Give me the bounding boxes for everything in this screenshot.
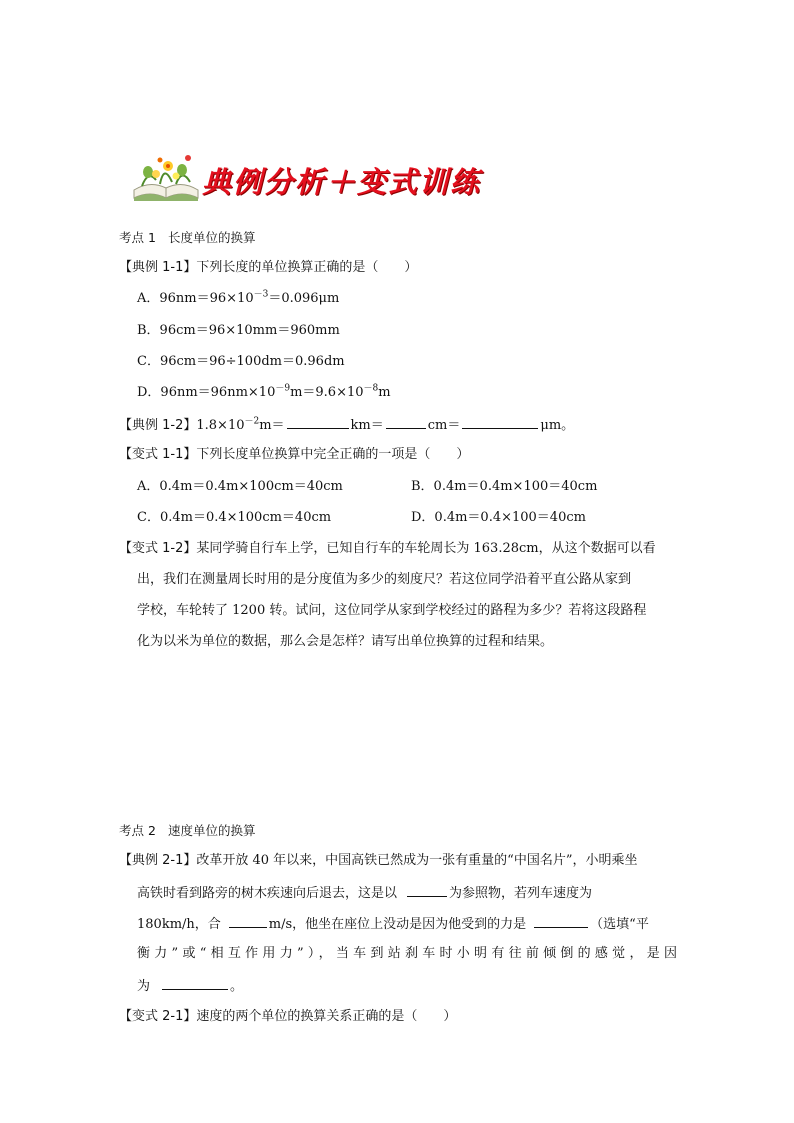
question-1-1 <box>119 259 417 277</box>
option-text: m＝9.6×10 <box>290 385 364 400</box>
question-2-1-line-2 <box>137 883 592 903</box>
question-text: 。 <box>230 979 244 994</box>
question-text: m/s，他坐在座位上没动是因为他受到的力是 <box>268 917 527 932</box>
option-text: A．96nm＝96×10 <box>137 291 254 306</box>
question-text: μm。 <box>540 418 575 433</box>
variant-1-2-line-3: 学校，车轮转了 1200 转。试问，这位同学从家到学校经过的路程为多少？若将这段路程 <box>137 603 647 618</box>
exponent: －3 <box>253 289 269 300</box>
question-tag: 【典例 1-1】 <box>119 260 197 275</box>
question-text: （选填“平 <box>590 917 649 932</box>
answer-blank[interactable] <box>386 415 426 429</box>
section-1-text: 长度单位的换算 <box>167 230 256 245</box>
exponent: －9 <box>275 383 291 394</box>
option-c: C．96cm＝96÷100dm＝0.96dm <box>137 354 345 369</box>
section-1-number: 考点 1 <box>119 230 156 245</box>
question-stem: 速度的两个单位的换算关系正确的是（ ） <box>196 1009 457 1024</box>
question-1-2 <box>119 415 574 435</box>
variant-1-2-line-4: 化为以米为单位的数据，那么会是怎样？请写出单位换算的过程和结果。 <box>137 634 554 649</box>
answer-blank[interactable] <box>407 883 447 897</box>
option-d <box>137 384 391 402</box>
option-b: B．0.4m＝0.4m×100＝40cm <box>411 479 598 494</box>
question-2-1-line-1 <box>119 852 637 870</box>
section-2-text: 速度单位的换算 <box>167 823 256 838</box>
section-1-title <box>119 229 255 247</box>
option-d: D．0.4m＝0.4×100＝40cm <box>411 510 586 525</box>
option-text: D．96nm＝96nm×10 <box>137 385 276 400</box>
question-2-1-line-3 <box>137 914 649 934</box>
exponent: －2 <box>244 416 260 427</box>
question-tag: 【变式 2-1】 <box>119 1009 197 1024</box>
question-stem: 下列长度单位换算中完全正确的一项是（ ） <box>196 447 470 462</box>
answer-blank[interactable] <box>534 914 588 928</box>
section-banner <box>130 150 490 202</box>
answer-blank[interactable] <box>462 415 538 429</box>
question-stem: 下列长度的单位换算正确的是（ ） <box>196 260 418 275</box>
question-text: 高铁时看到路旁的树木疾速向后退去，这是以 <box>137 886 398 901</box>
variant-2-1 <box>119 1008 456 1026</box>
question-tag: 【典例 2-1】 <box>119 853 197 868</box>
question-tag: 【典例 1-2】 <box>119 418 197 433</box>
option-text: m <box>378 385 391 400</box>
question-text: 改革开放 40 年以来，中国高铁已然成为一张有重量的“中国名片”，小明乘坐 <box>196 853 638 868</box>
section-2-title <box>119 822 255 840</box>
question-text: 180km/h，合 <box>137 917 221 932</box>
answer-blank[interactable] <box>162 976 228 990</box>
exponent: －8 <box>363 383 379 394</box>
option-b: B．96cm＝96×10mm＝960mm <box>137 323 340 338</box>
question-text: 某同学骑自行车上学，已知自行车的车轮周长为 163.28cm，从这个数据可以看 <box>196 541 656 556</box>
section-2-number: 考点 2 <box>119 823 156 838</box>
banner-title: 典例分析＋变式训练 <box>202 165 482 199</box>
question-text: km＝ <box>350 418 384 433</box>
question-2-1-line-4: 衡力”或“相互作用力”），当车到站刹车时小明有往前倾倒的感觉，是因 <box>137 946 677 961</box>
question-text: m＝ <box>259 418 285 433</box>
variant-1-2-line-2: 出，我们在测量周长时用的是分度值为多少的刻度尺？若这位同学沿着平直公路从家到 <box>137 572 632 587</box>
answer-blank[interactable] <box>229 914 267 928</box>
question-2-1-line-5 <box>137 976 243 996</box>
variant-1-1 <box>119 446 469 464</box>
answer-blank[interactable] <box>287 415 349 429</box>
option-a: A．0.4m＝0.4m×100cm＝40cm <box>137 479 343 494</box>
question-tag: 【变式 1-2】 <box>119 541 197 556</box>
question-text: cm＝ <box>427 418 461 433</box>
variant-1-2-line-1 <box>119 540 656 558</box>
question-text: 为 <box>137 979 151 994</box>
option-a <box>137 290 339 308</box>
option-text: ＝0.096μm <box>268 291 340 306</box>
question-text: 1.8×10 <box>196 418 245 433</box>
question-tag: 【变式 1-1】 <box>119 447 197 462</box>
open-book-with-flowers-icon <box>130 150 202 202</box>
option-c: C．0.4m＝0.4×100cm＝40cm <box>137 510 332 525</box>
question-text: 为参照物，若列车速度为 <box>449 886 593 901</box>
